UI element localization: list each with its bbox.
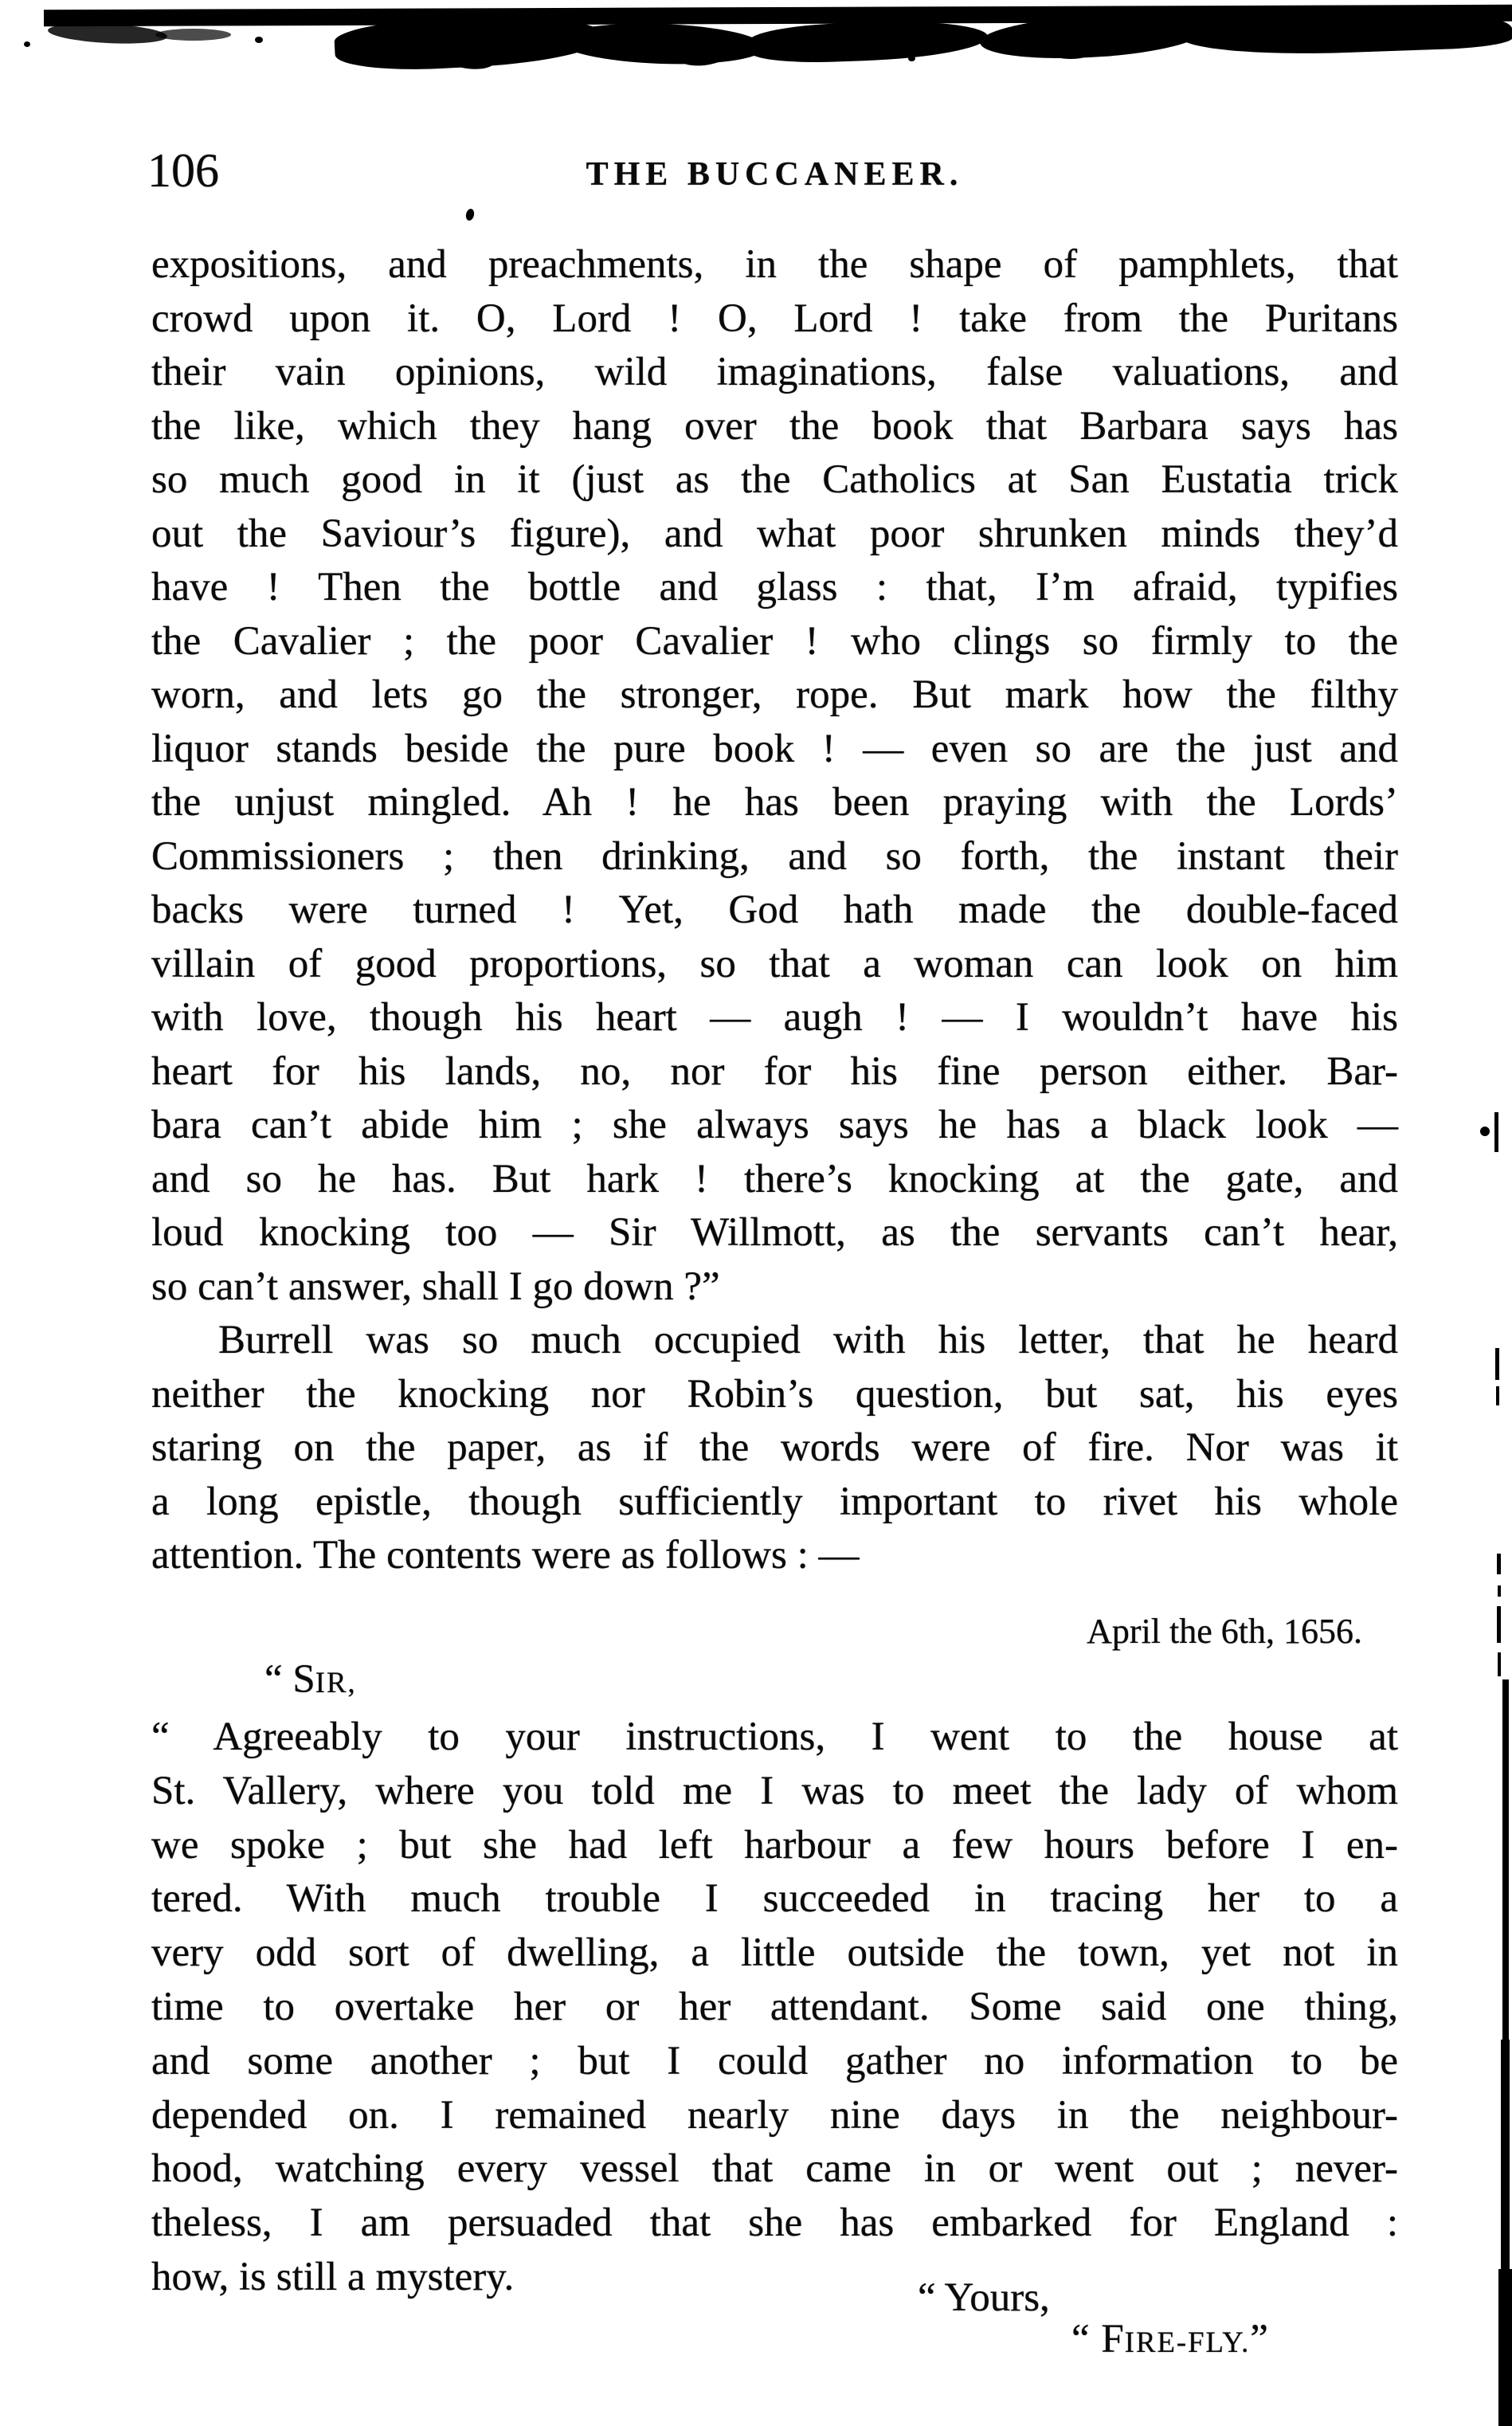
letter-salutation-initial: “ S [264, 1657, 315, 1702]
letter-signature-smallcaps: IRE-FLY. [1124, 2326, 1251, 2358]
letter-salutation-smallcaps: IR, [315, 1666, 357, 1699]
text-line: time to overtake her or her attendant. Some said one thing, [151, 1984, 1398, 2029]
text-line: villain of good proportions, so that a woman can look on him [151, 941, 1398, 986]
text-line: how, is still a mystery. [151, 2254, 515, 2299]
text-line: loud knocking too — Sir Willmott, as the servants can’t hear, [151, 1210, 1398, 1255]
text-line: have ! Then the bottle and glass : that, I’m afraid, typifies [151, 565, 1398, 609]
ink-blob [155, 29, 231, 41]
scan-artifact-mark [1497, 1554, 1501, 1574]
ink-blob [748, 18, 988, 65]
text-line: theless, I am persuaded that she has embarked for England : [151, 2201, 1398, 2246]
ink-speck [24, 41, 30, 47]
page-number: 106 [147, 144, 219, 197]
scan-artifact-mark [1497, 1606, 1501, 1643]
text-line: liquor stands beside the pure book ! — even so are the just and [151, 726, 1398, 771]
text-line: so can’t answer, shall I go down ?” [151, 1264, 720, 1309]
scan-artifact-dot [1480, 1127, 1490, 1136]
scan-artifact-mark [1498, 1585, 1501, 1597]
text-line: a long epistle, though sufficiently important to rivet his whole [151, 1479, 1398, 1524]
letter-closing: “ Yours, [918, 2275, 1050, 2320]
letter-signature-initial: “ F [1071, 2317, 1125, 2361]
text-line: out the Saviour’s figure), and what poor shrunken minds they’d [151, 511, 1398, 556]
scan-artifact-mark [1498, 1652, 1501, 1676]
text-line: hood, watching every vessel that came in or went out ; never- [151, 2146, 1398, 2192]
text-line: St. Vallery, where you told me I was to meet the lady of whom [151, 1768, 1398, 1813]
ink-speck [255, 37, 263, 43]
text-line: very odd sort of dwelling, a little outside the town, yet not in [151, 1930, 1398, 1976]
text-line: “ Agreeably to your instructions, I went to the house at [151, 1715, 1398, 1759]
scan-edge-line [1498, 2269, 1512, 2426]
text-line: the unjust mingled. Ah ! he has been praying with the Lords’ [151, 780, 1398, 825]
running-title: THE BUCCANEER. [586, 156, 964, 193]
ink-speck [908, 56, 915, 61]
text-line: depended on. I remained nearly nine days in the neighbour- [151, 2092, 1398, 2138]
letter-signature [1071, 2315, 1269, 2364]
text-line: neither the knocking nor Robin’s question, but sat, his eyes [151, 1371, 1398, 1417]
letter-dateline: April the 6th, 1656. [1087, 1612, 1362, 1651]
ink-blob [1052, 48, 1090, 59]
text-line: expositions, and preachments, in the shape of pamphlets, that [151, 242, 1398, 287]
text-line: backs were turned ! Yet, God hath made the double-faced [151, 888, 1398, 932]
text-line: with love, though his heart — augh ! — I wouldn’t have his [151, 995, 1398, 1040]
speech-paragraph [151, 238, 1398, 1314]
text-line: we spoke ; but she had left harbour a few hours before I en- [151, 1822, 1398, 1868]
text-line: staring on the paper, as if the words were of fire. Nor was it [151, 1425, 1398, 1470]
text-line: heart for his lands, no, nor for his fine person either. Bar- [151, 1048, 1398, 1094]
scan-edge-line [1501, 2040, 1510, 2279]
text-line: worn, and lets go the stronger, rope. But mark how the filthy [151, 672, 1398, 717]
scan-artifact-mark [1494, 1112, 1498, 1152]
burrell-paragraph [151, 1314, 1398, 1583]
text-line: Burrell was so much occupied with his letter, that he heard [218, 1318, 1398, 1362]
text-line: bara can’t abide him ; she always says he has a black look — [151, 1103, 1398, 1147]
ink-smudge-band [0, 0, 1512, 76]
scan-artifact-mark [1496, 1386, 1499, 1405]
text-line: and some another ; but I could gather no information to be [151, 2038, 1398, 2083]
scan-artifact-mark [1495, 1348, 1499, 1380]
text-line: and so he has. But hark ! there’s knocking at the gate, and [151, 1156, 1398, 1201]
ink-speck [465, 208, 476, 221]
text-line: Commissioners ; then drinking, and so forth, the instant their [151, 833, 1398, 879]
text-line: so much good in it (just as the Catholics at San Eustatia trick [151, 457, 1398, 502]
text-line: tered. With much trouble I succeeded in tracing her to a [151, 1876, 1398, 1922]
text-line: their vain opinions, wild imaginations, false valuations, and [151, 350, 1398, 394]
letter-signature-endquote: ” [1250, 2317, 1269, 2361]
text-line: crowd upon it. O, Lord ! O, Lord ! take from the Puritans [151, 296, 1398, 341]
text-line: the Cavalier ; the poor Cavalier ! who clings so firmly to the [151, 618, 1398, 664]
scan-edge-line [1502, 1679, 1509, 2051]
text-line: attention. The contents were as follows : — [151, 1533, 860, 1577]
letter-body [151, 1711, 1398, 2305]
ink-blob [557, 20, 766, 67]
text-line: the like, which they hang over the book that Barbara says has [151, 403, 1398, 449]
letter-salutation [264, 1656, 357, 1704]
